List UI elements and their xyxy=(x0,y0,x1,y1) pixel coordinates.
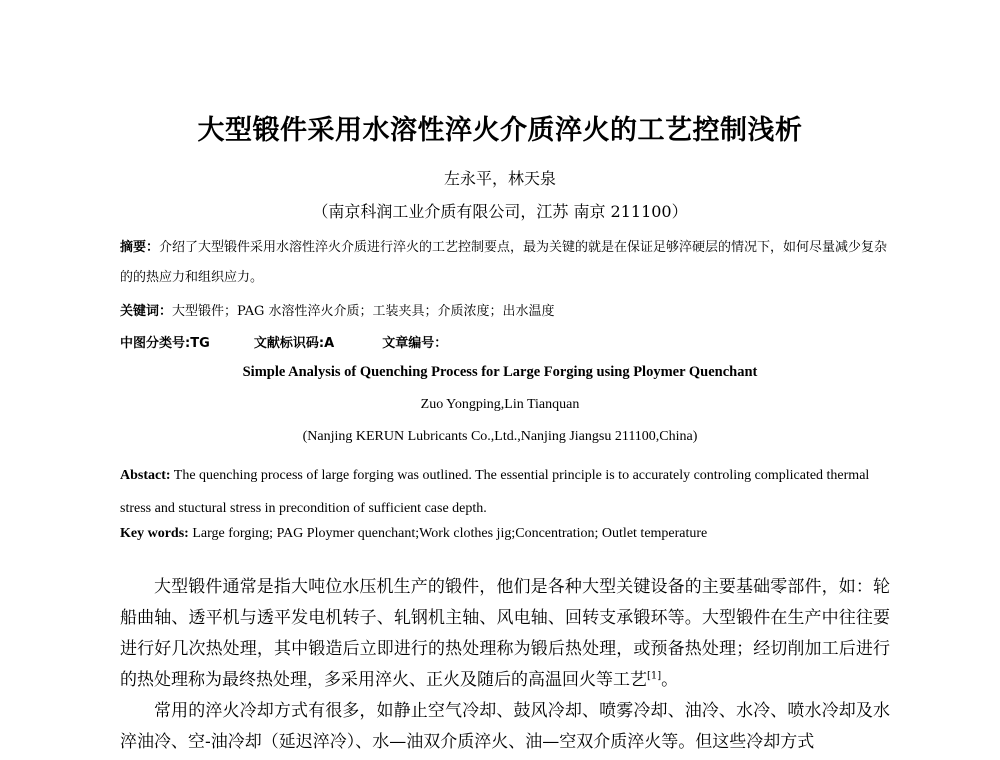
para1-end: 。 xyxy=(661,670,679,690)
doc-code-value: A xyxy=(324,336,335,351)
paper-title: 大型锻件采用水溶性淬火介质淬火的工艺控制浅析 xyxy=(197,115,803,146)
affiliation: （南京科润工业介质有限公司，江苏 南京 211100） xyxy=(312,202,688,221)
article-no-label: 文章编号： xyxy=(382,336,448,351)
doc-code xyxy=(254,332,334,351)
body-text xyxy=(120,572,890,758)
keywords-cn-text: 大型锻件；PAG 水溶性淬火介质；工装夹具；介质浓度；出水温度 xyxy=(172,304,555,319)
article-number xyxy=(382,332,447,351)
keywords-en-label: Key words: xyxy=(120,526,189,541)
body-paragraph-1 xyxy=(120,572,890,696)
para1-text: 大型锻件通常是指大吨位水压机生产的锻件，他们是各种大型关键设备的主要基础零部件，如：轮船曲轴、透平机与透平发电机转子、轧钢机主轴、风电轴、回转支承锻环等。大型锻件在生产中往往要进行好几次热处理，其中锻造后立即进行的热处理称为锻后热处理，或预备热处理；经切削加工后进行的热处理称为最终热处理，多采用淬火、正火及随后的高温回火等工艺 xyxy=(120,577,890,690)
keywords-cn-label: 关键词： xyxy=(120,304,173,319)
english-title: Simple Analysis of Quenching Process for Large Forging using Ploymer Quenchant xyxy=(242,364,758,380)
abstract-en-label: Abstact: xyxy=(120,468,171,483)
abstract-cn-text: 介绍了大型锻件采用水溶性淬火介质进行淬火的工艺控制要点，最为关键的就是在保证足够淬硬层的情况下，如何尽量减少复杂的的热应力和组织应力。 xyxy=(120,240,888,285)
abstract-en-text: The quenching process of large forging was outlined. The essential principle is to accurately controling complicated thermal stress and stuctural stress in precondition of sufficient case depth. xyxy=(120,468,870,516)
authors: 左永平，林天泉 xyxy=(443,169,556,188)
citation-ref: [1] xyxy=(647,670,662,682)
keywords-en-text: Large forging; PAG Ploymer quenchant;Work clothes jig;Concentration; Outlet temperature xyxy=(188,526,708,541)
clc-label: 中图分类号: xyxy=(120,336,191,351)
body-paragraph-2: 常用的淬火冷却方式有很多，如静止空气冷却、鼓风冷却、喷雾冷却、油冷、水冷、喷水冷却及水淬油冷、空-油冷却（延迟淬冷）、水—油双介质淬火、油—空双介质淬火等。但这些冷却方式 xyxy=(120,701,890,752)
english-authors: Zuo Yongping,Lin Tianquan xyxy=(420,397,580,412)
keywords-en xyxy=(120,526,707,542)
classification-row xyxy=(120,332,447,351)
english-affiliation: (Nanjing KERUN Lubricants Co.,Ltd.,Nanjing Jiangsu 211100,China) xyxy=(302,429,698,444)
doc-code-label: 文献标识码: xyxy=(253,336,325,351)
abstract-cn-label: 摘要： xyxy=(120,240,160,255)
clc-value: TG xyxy=(190,336,210,351)
clc-number xyxy=(120,332,210,351)
abstract-cn xyxy=(120,233,890,293)
abstract-en xyxy=(120,459,895,525)
keywords-cn xyxy=(120,300,554,319)
